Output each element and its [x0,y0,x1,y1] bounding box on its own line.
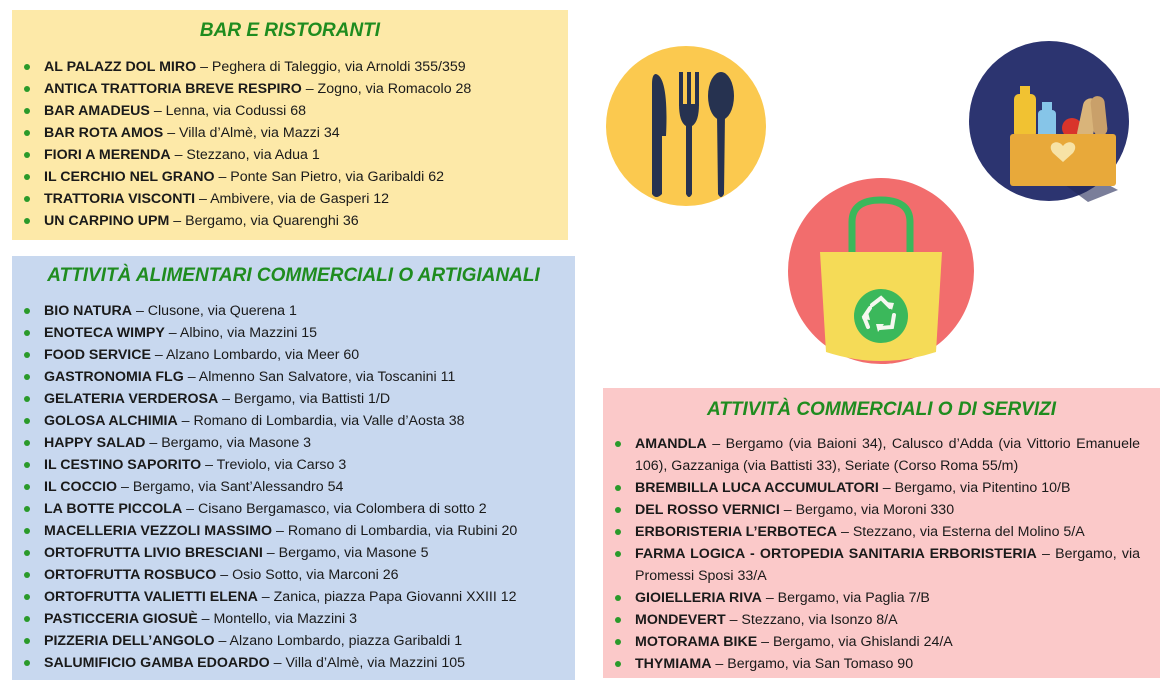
business-address: – Bergamo, via Battisti 1/D [218,391,391,407]
business-address: – Bergamo, via Quarenghi 36 [169,213,359,229]
list-item [12,630,575,652]
business-address: – Bergamo (via Baioni 34), Calusco d’Adda (via Vittorio Emanuele 106), Gazzaniga (via Battisti 33), Seriate (Corso Roma 55/m) [635,436,1140,474]
business-name: TRATTORIA VISCONTI [44,191,196,207]
list-item [12,586,575,608]
business-name: ORTOFRUTTA LIVIO BRESCIANI [44,545,263,561]
business-address: – Bergamo, via Masone 5 [262,545,429,561]
business-name: IL CERCHIO NEL GRANO [44,169,215,185]
business-address: – Bergamo, via Sant’Alessandro 54 [117,479,344,495]
business-name: PASTICCERIA GIOSUÈ [44,611,198,627]
business-name: HAPPY SALAD [44,435,146,451]
business-name: ANTICA TRATTORIA BREVE RESPIRO [44,81,302,97]
business-name: IL COCCIO [44,479,118,495]
business-name: ORTOFRUTTA VALIETTI ELENA [44,589,258,605]
business-name: MACELLERIA VEZZOLI MASSIMO [44,523,273,539]
list-item [603,587,1160,609]
bar-ristoranti-list [12,56,568,232]
list-item [12,344,575,366]
business-address: – Bergamo, via Masone 3 [145,435,312,451]
list-item [12,410,575,432]
list-item [12,542,575,564]
cutlery-icon [604,44,768,208]
business-name: ORTOFRUTTA ROSBUCO [44,567,217,583]
list-item [12,166,568,188]
servizi-panel [603,388,1160,678]
alimentari-title: ATTIVITÀ ALIMENTARI COMMERCIALI O ARTIGIANALI [47,265,540,286]
business-name: AMANDLA [635,436,707,452]
list-item [12,322,575,344]
list-item [12,388,575,410]
business-name: AL PALAZZ DOL MIRO [44,59,197,75]
list-item [603,631,1160,653]
business-address: – Ambivere, via de Gasperi 12 [195,191,390,207]
list-item [12,454,575,476]
business-address: – Clusone, via Querena 1 [132,303,297,319]
list-item [12,122,568,144]
business-address: – Stezzano, via Adua 1 [170,147,320,163]
list-item [12,498,575,520]
recycle-bag-icon [786,176,976,366]
business-name: FIORI A MERENDA [44,147,171,163]
business-name: GASTRONOMIA FLG [44,369,184,385]
alimentari-panel [12,256,575,680]
business-address: – Lenna, via Codussi 68 [149,103,307,119]
business-address: – Stezzano, via Isonzo 8/A [725,612,898,628]
business-name: ENOTECA WIMPY [44,325,165,341]
business-address: – Bergamo, via Ghislandi 24/A [757,634,953,650]
business-address: – Osio Sotto, via Marconi 26 [216,567,399,583]
business-address: – Villa d’Almè, via Mazzi 34 [163,125,340,141]
list-item [12,78,568,100]
business-address: – Cisano Bergamasco, via Colombera di sotto 2 [182,501,487,517]
business-name: GOLOSA ALCHIMIA [44,413,178,429]
business-address: – Bergamo, via San Tomaso 90 [711,656,914,672]
business-address: – Romano di Lombardia, via Valle d’Aosta 38 [177,413,465,429]
grocery-box-icon [968,40,1130,202]
list-item [12,608,575,630]
list-item [603,543,1160,587]
business-address: – Alzano Lombardo, piazza Garibaldi 1 [214,633,463,649]
list-item [12,188,568,210]
business-name: GELATERIA VERDEROSA [44,391,219,407]
list-item [12,432,575,454]
business-name: FARMA LOGICA - ORTOPEDIA SANITARIA ERBORISTERIA [635,546,1037,562]
list-item [12,366,575,388]
business-name: BAR AMADEUS [44,103,150,119]
business-name: MONDEVERT [635,612,726,628]
business-name: UN CARPINO UPM [44,213,170,229]
business-address: – Stezzano, via Esterna del Molino 5/A [837,524,1085,540]
list-item [12,210,568,232]
business-address: – Villa d’Almè, via Mazzini 105 [269,655,465,671]
business-address: – Bergamo, via Paglia 7/B [761,590,930,606]
business-address: – Bergamo, via Pitentino 10/B [878,480,1071,496]
list-item [12,476,575,498]
business-name: THYMIAMA [635,656,712,672]
alimentari-list [12,300,575,674]
business-name: SALUMIFICIO GAMBA EDOARDO [44,655,270,671]
business-address: – Almenno San Salvatore, via Toscanini 11 [183,369,456,385]
business-name: DEL ROSSO VERNICI [635,502,780,518]
list-item [603,653,1160,675]
list-item [12,652,575,674]
business-address: – Bergamo, via Moroni 330 [779,502,955,518]
business-address: – Montello, via Mazzini 3 [197,611,358,627]
business-name: BREMBILLA LUCA ACCUMULATORI [635,480,879,496]
list-item [603,433,1160,477]
business-name: BAR ROTA AMOS [44,125,164,141]
business-address: – Alzano Lombardo, via Meer 60 [150,347,360,363]
business-name: GIOIELLERIA RIVA [635,590,762,606]
servizi-title: ATTIVITÀ COMMERCIALI O DI SERVIZI [706,399,1057,420]
list-item [12,56,568,78]
list-item [603,477,1160,499]
bar-ristoranti-panel [12,10,568,240]
business-address: – Ponte San Pietro, via Garibaldi 62 [214,169,445,185]
business-address: – Romano di Lombardia, via Rubini 20 [272,523,518,539]
business-name: IL CESTINO SAPORITO [44,457,202,473]
list-item [603,521,1160,543]
list-item [12,564,575,586]
business-name: BIO NATURA [44,303,133,319]
business-address: – Treviolo, via Carso 3 [201,457,347,473]
list-item [12,100,568,122]
business-address: – Bergamo, via Promessi Sposi 33/A [635,546,1140,584]
list-item [12,520,575,542]
servizi-list [603,433,1160,675]
business-name: ERBORISTERIA L’ERBOTECA [635,524,838,540]
business-name: MOTORAMA BIKE [635,634,758,650]
list-item [12,300,575,322]
business-name: FOOD SERVICE [44,347,151,363]
business-name: LA BOTTE PICCOLA [44,501,183,517]
business-address: – Albino, via Mazzini 15 [164,325,318,341]
list-item [603,499,1160,521]
list-item [603,609,1160,631]
business-address: – Zanica, piazza Papa Giovanni XXIII 12 [257,589,517,605]
list-item [12,144,568,166]
bar-ristoranti-title: BAR E RISTORANTI [199,20,381,41]
business-address: – Zogno, via Romacolo 28 [301,81,472,97]
business-address: – Peghera di Taleggio, via Arnoldi 355/359 [196,59,466,75]
business-name: PIZZERIA DELL’ANGOLO [44,633,215,649]
